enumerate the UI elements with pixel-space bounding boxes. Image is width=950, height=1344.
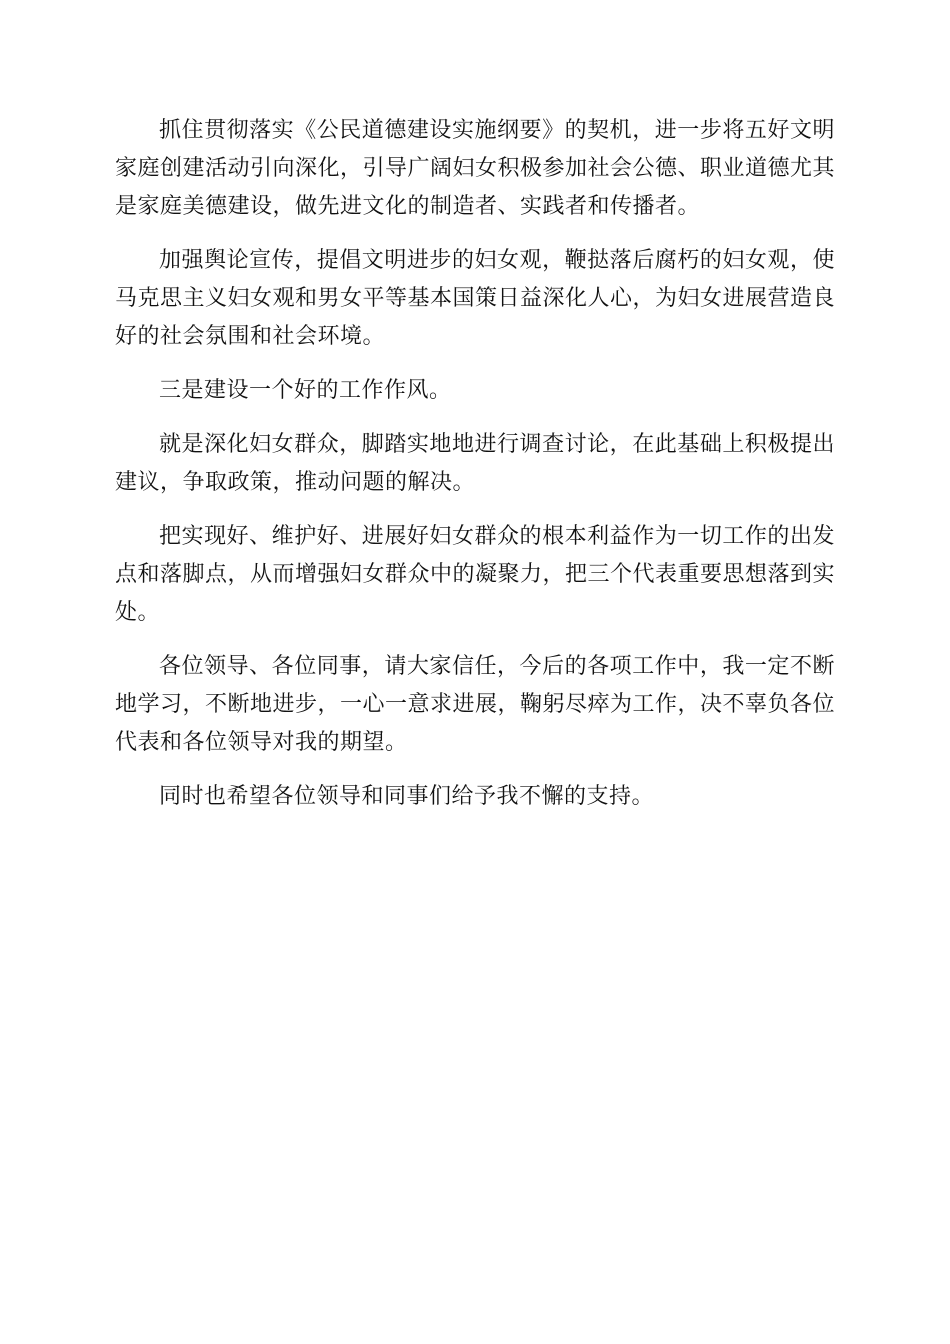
paragraph-4: 就是深化妇女群众，脚踏实地地进行调查讨论，在此基础上积极提出建议，争取政策，推动问题的解决。 bbox=[115, 432, 835, 495]
document-body bbox=[115, 112, 835, 832]
paragraph-3: 三是建设一个好的工作作风。 bbox=[159, 378, 452, 403]
paragraph-6: 各位领导、各位同事，请大家信任，今后的各项工作中，我一定不断地学习，不断地进步，一心一意求进展，鞠躬尽瘁为工作，决不辜负各位代表和各位领导对我的期望。 bbox=[115, 654, 836, 755]
paragraph-1: 抓住贯彻落实《公民道德建设实施纲要》的契机，进一步将五好文明家庭创建活动引向深化，引导广阔妇女积极参加社会公德、职业道德尤其是家庭美德建设，做先进文化的制造者、实践者和传播者。 bbox=[115, 118, 836, 219]
paragraph-2: 加强舆论宣传，提倡文明进步的妇女观，鞭挞落后腐朽的妇女观，使马克思主义妇女观和男女平等基本国策日益深化人心，为妇女进展营造良好的社会氛围和社会环境。 bbox=[115, 248, 836, 349]
paragraph-5: 把实现好、维护好、进展好妇女群众的根本利益作为一切工作的出发点和落脚点，从而增强妇女群众中的凝聚力，把三个代表重要思想落到实处。 bbox=[115, 524, 836, 625]
paragraph-7: 同时也希望各位领导和同事们给予我不懈的支持。 bbox=[159, 784, 655, 809]
